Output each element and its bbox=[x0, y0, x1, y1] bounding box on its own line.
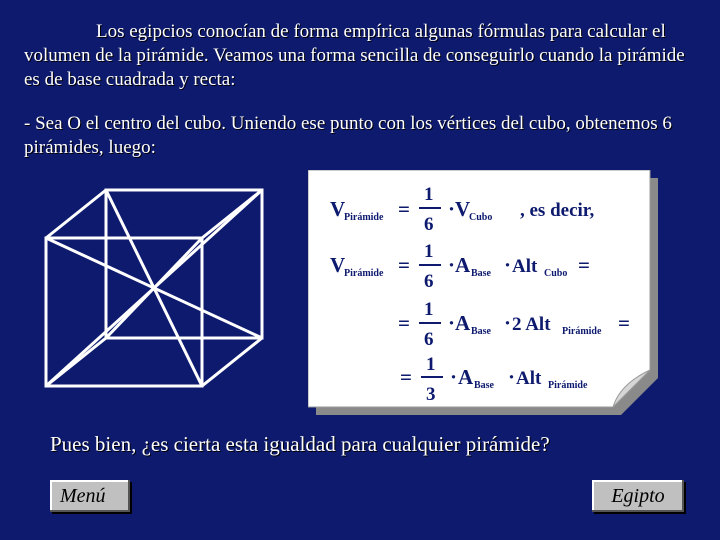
f3-a-sub: Base bbox=[471, 326, 491, 337]
f2-eq-end: = bbox=[578, 253, 590, 277]
f1-v-sub: Pirámide bbox=[344, 212, 384, 223]
f2-eq: = bbox=[398, 253, 410, 277]
f4-eq: = bbox=[400, 365, 412, 389]
f2-a-sub: Base bbox=[471, 268, 491, 279]
f2-alt: Alt bbox=[512, 256, 538, 277]
note-paper bbox=[308, 170, 650, 407]
f1-es-decir: , es decir, bbox=[520, 200, 595, 221]
f4-a-sub: Base bbox=[474, 380, 494, 391]
question-text: Pues bien, ¿es cierta esta igualdad para cualquier pirámide? bbox=[50, 432, 550, 456]
f4-den: 3 bbox=[426, 384, 436, 405]
f2-v: V bbox=[330, 253, 346, 277]
f3-num: 1 bbox=[424, 299, 434, 320]
f2-dot1: · bbox=[448, 253, 456, 277]
f3-dot1: · bbox=[448, 311, 456, 335]
f1-v: V bbox=[330, 197, 346, 221]
f4-alt-sub: Pirámide bbox=[548, 380, 588, 391]
cube-diagram bbox=[40, 185, 280, 395]
egipto-button[interactable]: Egipto bbox=[592, 480, 684, 512]
f4-alt: Alt bbox=[516, 368, 542, 389]
f4-a: A bbox=[458, 365, 474, 389]
cube-edge-tl bbox=[46, 190, 106, 238]
cube-edges bbox=[46, 190, 262, 386]
f1-vc-sub: Cubo bbox=[469, 212, 493, 223]
f1-den: 6 bbox=[424, 214, 434, 235]
f3-eq-end: = bbox=[618, 311, 630, 335]
f2-num: 1 bbox=[424, 241, 434, 262]
intro-paragraph: Los egipcios conocían de forma empírica algunas fórmulas para calcular el volumen de la pirámide. Veamos una forma sencilla de conseguirlo cuando la pirámide es de base cuadrada y recta: bbox=[24, 21, 685, 90]
f3-a: A bbox=[455, 311, 471, 335]
f4-dot1: · bbox=[450, 365, 458, 389]
f2-a: A bbox=[455, 253, 471, 277]
formula-note bbox=[308, 170, 658, 415]
f1-num: 1 bbox=[424, 184, 434, 205]
f4-dot2: · bbox=[508, 365, 516, 389]
f4-num: 1 bbox=[426, 354, 436, 375]
f2-v-sub: Pirámide bbox=[344, 268, 384, 279]
f3-alt-sub: Pirámide bbox=[562, 326, 602, 337]
f3-eq: = bbox=[398, 311, 410, 335]
cube-diagonal-4 bbox=[106, 238, 202, 338]
f3-two-alt: 2 Alt bbox=[512, 314, 551, 335]
f1-vc: V bbox=[455, 197, 471, 221]
f1-eq: = bbox=[398, 197, 410, 221]
f3-dot2: · bbox=[504, 311, 512, 335]
f2-den: 6 bbox=[424, 271, 434, 292]
step-paragraph: - Sea O el centro del cubo. Uniendo ese punto con los vértices del cubo, obtenemos 6 pirámides, luego: bbox=[24, 113, 672, 158]
menu-button[interactable]: Menú bbox=[50, 480, 130, 512]
f3-den: 6 bbox=[424, 329, 434, 350]
cube-edge-br bbox=[202, 338, 262, 386]
f2-alt-sub: Cubo bbox=[544, 268, 568, 279]
f1-dot: · bbox=[448, 197, 456, 221]
f2-dot2: · bbox=[504, 253, 512, 277]
